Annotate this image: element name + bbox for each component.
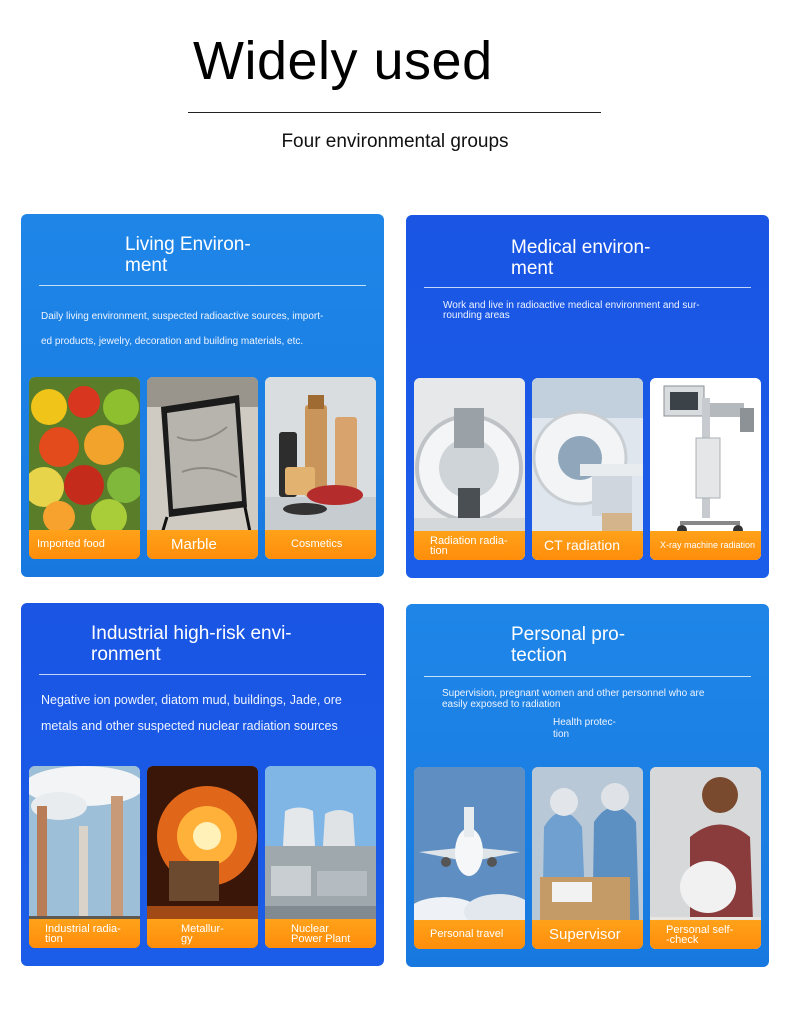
card-title: Medical environ- ment bbox=[511, 237, 651, 279]
tile-caption: Personal travel bbox=[414, 920, 525, 949]
tile-industrial-radiation bbox=[29, 766, 140, 948]
tile-imported-food bbox=[29, 377, 140, 559]
title-divider bbox=[188, 112, 601, 113]
tile-ct-radiation bbox=[532, 378, 643, 560]
tile-personal-self-check bbox=[650, 767, 761, 949]
tile-caption: Personal self- -check bbox=[650, 920, 761, 949]
card-title: Personal pro- tection bbox=[511, 624, 626, 666]
card-description: Negative ion powder, diatom mud, buildings, Jade, ore metals and other suspected nuclear radiation sources bbox=[41, 693, 342, 733]
tile-nuclear-power-plant bbox=[265, 766, 376, 948]
tile-caption: Imported food bbox=[29, 530, 140, 559]
health-protection-label: Health protec- tion bbox=[553, 717, 616, 740]
tile-caption: X-ray machine radiation bbox=[650, 531, 761, 560]
card-description: Supervision, pregnant women and other personnel who are easily exposed to radiation bbox=[442, 688, 705, 710]
tile-radiation bbox=[414, 378, 525, 560]
card-personal-protection bbox=[406, 604, 769, 967]
page-subtitle: Four environmental groups bbox=[281, 131, 509, 152]
card-divider bbox=[424, 676, 751, 677]
card-living-environment bbox=[21, 214, 384, 577]
card-divider bbox=[424, 287, 751, 288]
card-divider bbox=[39, 674, 366, 675]
tile-personal-travel bbox=[414, 767, 525, 949]
tile-cosmetics bbox=[265, 377, 376, 559]
card-description: Work and live in radioactive medical environment and sur- rounding areas bbox=[443, 300, 700, 321]
tile-caption: Cosmetics bbox=[265, 530, 376, 559]
tile-caption: Industrial radia- tion bbox=[29, 919, 140, 948]
card-title: Living Environ- ment bbox=[125, 234, 251, 276]
card-industrial-environment bbox=[21, 603, 384, 966]
tile-xray-machine bbox=[650, 378, 761, 560]
card-title: Industrial high-risk envi- ronment bbox=[91, 623, 292, 665]
card-medical-environment bbox=[406, 215, 769, 578]
tile-caption: Marble bbox=[147, 530, 258, 559]
tile-caption: CT radiation bbox=[532, 531, 643, 560]
tile-caption: Metallur- gy bbox=[147, 919, 258, 948]
tile-caption: Nuclear Power Plant bbox=[265, 919, 376, 948]
card-divider bbox=[39, 285, 366, 286]
tile-supervisor bbox=[532, 767, 643, 949]
tile-caption: Radiation radia- tion bbox=[414, 531, 525, 560]
tile-marble bbox=[147, 377, 258, 559]
tile-caption: Supervisor bbox=[532, 920, 643, 949]
page-title: Widely used bbox=[193, 31, 493, 91]
card-description: Daily living environment, suspected radioactive sources, import- ed products, jewelry, decoration and building materials, etc. bbox=[41, 311, 324, 347]
tile-metallurgy bbox=[147, 766, 258, 948]
